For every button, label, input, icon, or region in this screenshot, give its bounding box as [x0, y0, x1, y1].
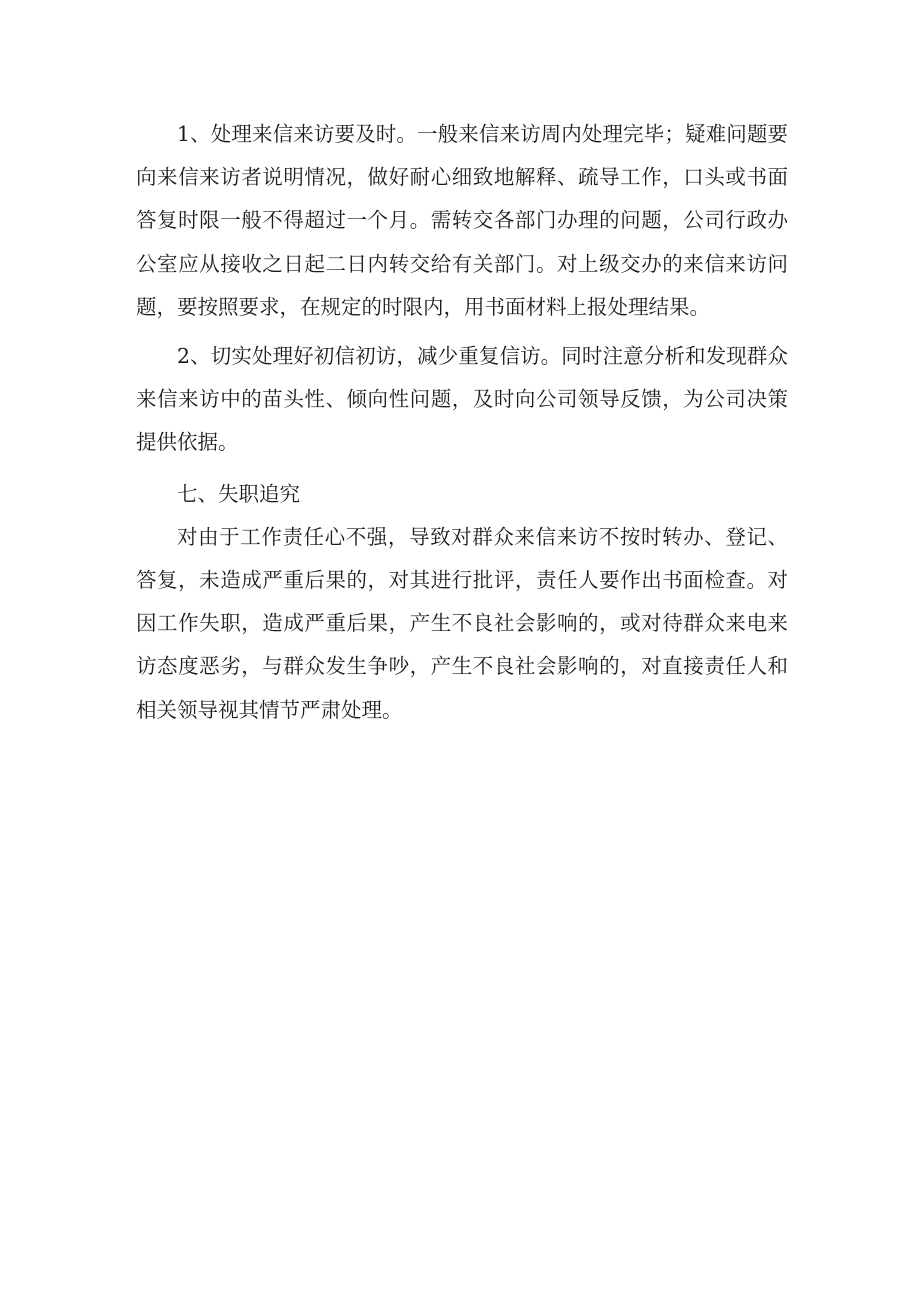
- document-body: [136, 113, 788, 732]
- section-heading: 七、失职追究: [177, 481, 300, 506]
- paragraph-item-2: 2、切实处理好初信初访，减少重复信访。同时注意分析和发现群众来信来访中的苗头性、倾向性问题，及时向公司领导反馈，为公司决策提供依据。: [136, 344, 788, 455]
- paragraph-item-1: 1、处理来信来访要及时。一般来信来访周内处理完毕；疑难问题要向来信来访者说明情况，做好耐心细致地解释、疏导工作，口头或书面答复时限一般不得超过一个月。需转交各部门办理的问题，公司行政办公室应从接收之日起二日内转交给有关部门。对上级交办的来信来访问题，要按照要求，在规定的时限内，用书面材料上报处理结果。: [136, 122, 788, 319]
- section-paragraph: 对由于工作责任心不强，导致对群众来信来访不按时转办、登记、答复，未造成严重后果的，对其进行批评，责任人要作出书面检查。对因工作失职，造成严重后果，产生不良社会影响的，或对待群众来电来访态度恶劣，与群众发生争吵，产生不良社会影响的，对直接责任人和相关领导视其情节严肃处理。: [136, 524, 788, 722]
